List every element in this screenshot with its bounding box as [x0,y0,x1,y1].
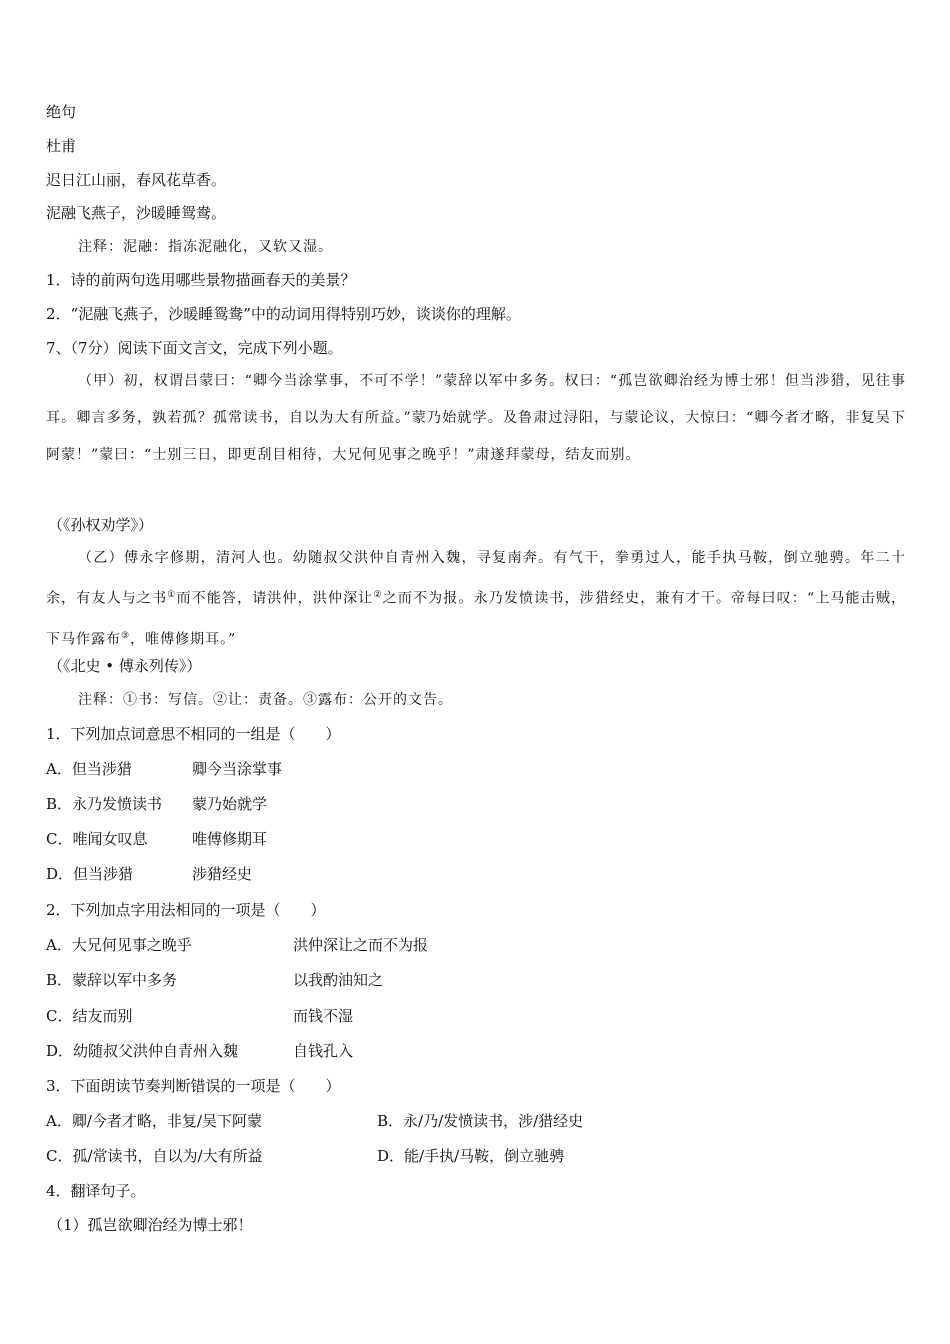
sub3-option-c: C．孤/常读书，自以为/大有所益 [46,1147,263,1165]
poem-title: 绝句 [46,103,77,121]
sub4-stem: 4．翻译句子。 [46,1182,146,1200]
sub1-option-b-pair: 蒙乃始就学 [192,795,268,813]
footnote-mark-3: ③ [121,630,131,641]
passage-jia: （甲）初，权谓吕蒙曰：“卿今当涂掌事，不可不学！”蒙辞以军中多务。权曰：“孤岂欲卿治经为博士邪！但当涉猎，见往事耳。卿言多务，孰若孤？孤常读书，自以为大有所益。”蒙乃始就学。及鲁肃过浔阳，与蒙论议，大惊曰：“卿今者才略，非复吴下阿蒙！”蒙曰：“士别三日，即更刮目相待，大兄何见事之晚乎！”肃遂拜蒙母，结友而别。 [46,373,906,463]
passage-note: 注释：①书：写信。②让：责备。③露布：公开的文告。 [78,692,453,708]
poem-question-2: 2．“泥融飞燕子，沙暖睡鸳鸯”中的动词用得特别巧妙，谈谈你的理解。 [46,305,521,323]
passage-yi-text-c: 之而不为报。永乃发愤读书，涉猎经史，兼有才干。帝每曰叹：“上马能击贼，下马作露布 [46,590,907,648]
sub1-option-b: B．永乃发愤读书 [46,795,163,813]
sub3-option-d: D．能/手执/马鞍，倒立驰骋 [377,1147,565,1165]
passage-yi-text-b: 而不能答，请洪仲，洪仲深让 [176,590,374,607]
sub2-option-d-pair: 自钱孔入 [293,1042,354,1060]
passage-jia-source: （《孙权劝学》） [48,516,154,534]
sub1-stem: 1．下列加点词意思不相同的一组是（ ） [46,725,341,743]
poem-note: 注释：泥融：指冻泥融化，又软又湿。 [78,239,333,255]
passage-yi-text-a: （乙）傅永字修期，清河人也。幼随叔父洪仲自青州入魏，寻复南奔。有气干，拳勇过人，能手执马鞍，倒立驰骋。年二十余，有友人与之书 [46,550,906,607]
sub2-option-d: D．幼随叔父洪仲自青州入魏 [46,1042,239,1060]
sub2-option-c: C．结友而别 [46,1007,133,1025]
poem-line-1: 迟日江山丽，春风花草香。 [46,171,227,189]
sub2-option-a-pair: 洪仲深让之而不为报 [293,936,429,954]
passage-yi-text-d: ，唯傅修期耳。” [130,631,237,648]
sub2-option-a: A．大兄何见事之晚乎 [46,936,192,954]
sub1-option-c: C．唯闻女叹息 [46,830,148,848]
footnote-mark-2: ② [373,590,383,600]
sub3-option-a: A．卿/今者才略，非复/吴下阿蒙 [46,1112,262,1130]
poem-question-1: 1．诗的前两句选用哪些景物描画春天的美景？ [46,271,356,289]
sub2-option-c-pair: 而钱不湿 [293,1007,354,1025]
passage-yi-source: （《北史 • 傅永列传》） [48,657,202,675]
poem-line-2: 泥融飞燕子，沙暖睡鸳鸯。 [46,204,227,222]
footnote-mark-1: ① [167,590,177,600]
q7-header: 7、（7分）阅读下面文言文，完成下列小题。 [46,339,343,357]
sub3-option-b: B．永/乃/发愤读书，涉/猎经史 [377,1112,584,1130]
sub1-option-a: A．但当涉猎 [46,760,132,778]
sub3-stem: 3．下面朗读节奏判断错误的一项是（ ） [46,1077,341,1095]
sub1-option-c-pair: 唯傅修期耳 [192,830,268,848]
passage-yi [46,540,906,658]
sub1-option-a-pair: 卿今当涂掌事 [192,760,283,778]
sub2-stem: 2．下列加点字用法相同的一项是（ ） [46,901,326,919]
sub1-option-d: D．但当涉猎 [46,865,134,883]
poem-author: 杜甫 [46,137,77,155]
sub2-option-b-pair: 以我酌油知之 [293,971,384,989]
sub2-option-b: B．蒙辞以军中多务 [46,971,178,989]
sub4-item-1: （1）孤岂欲卿治经为博士邪！ [48,1216,253,1234]
sub1-option-d-pair: 涉猎经史 [192,865,253,883]
